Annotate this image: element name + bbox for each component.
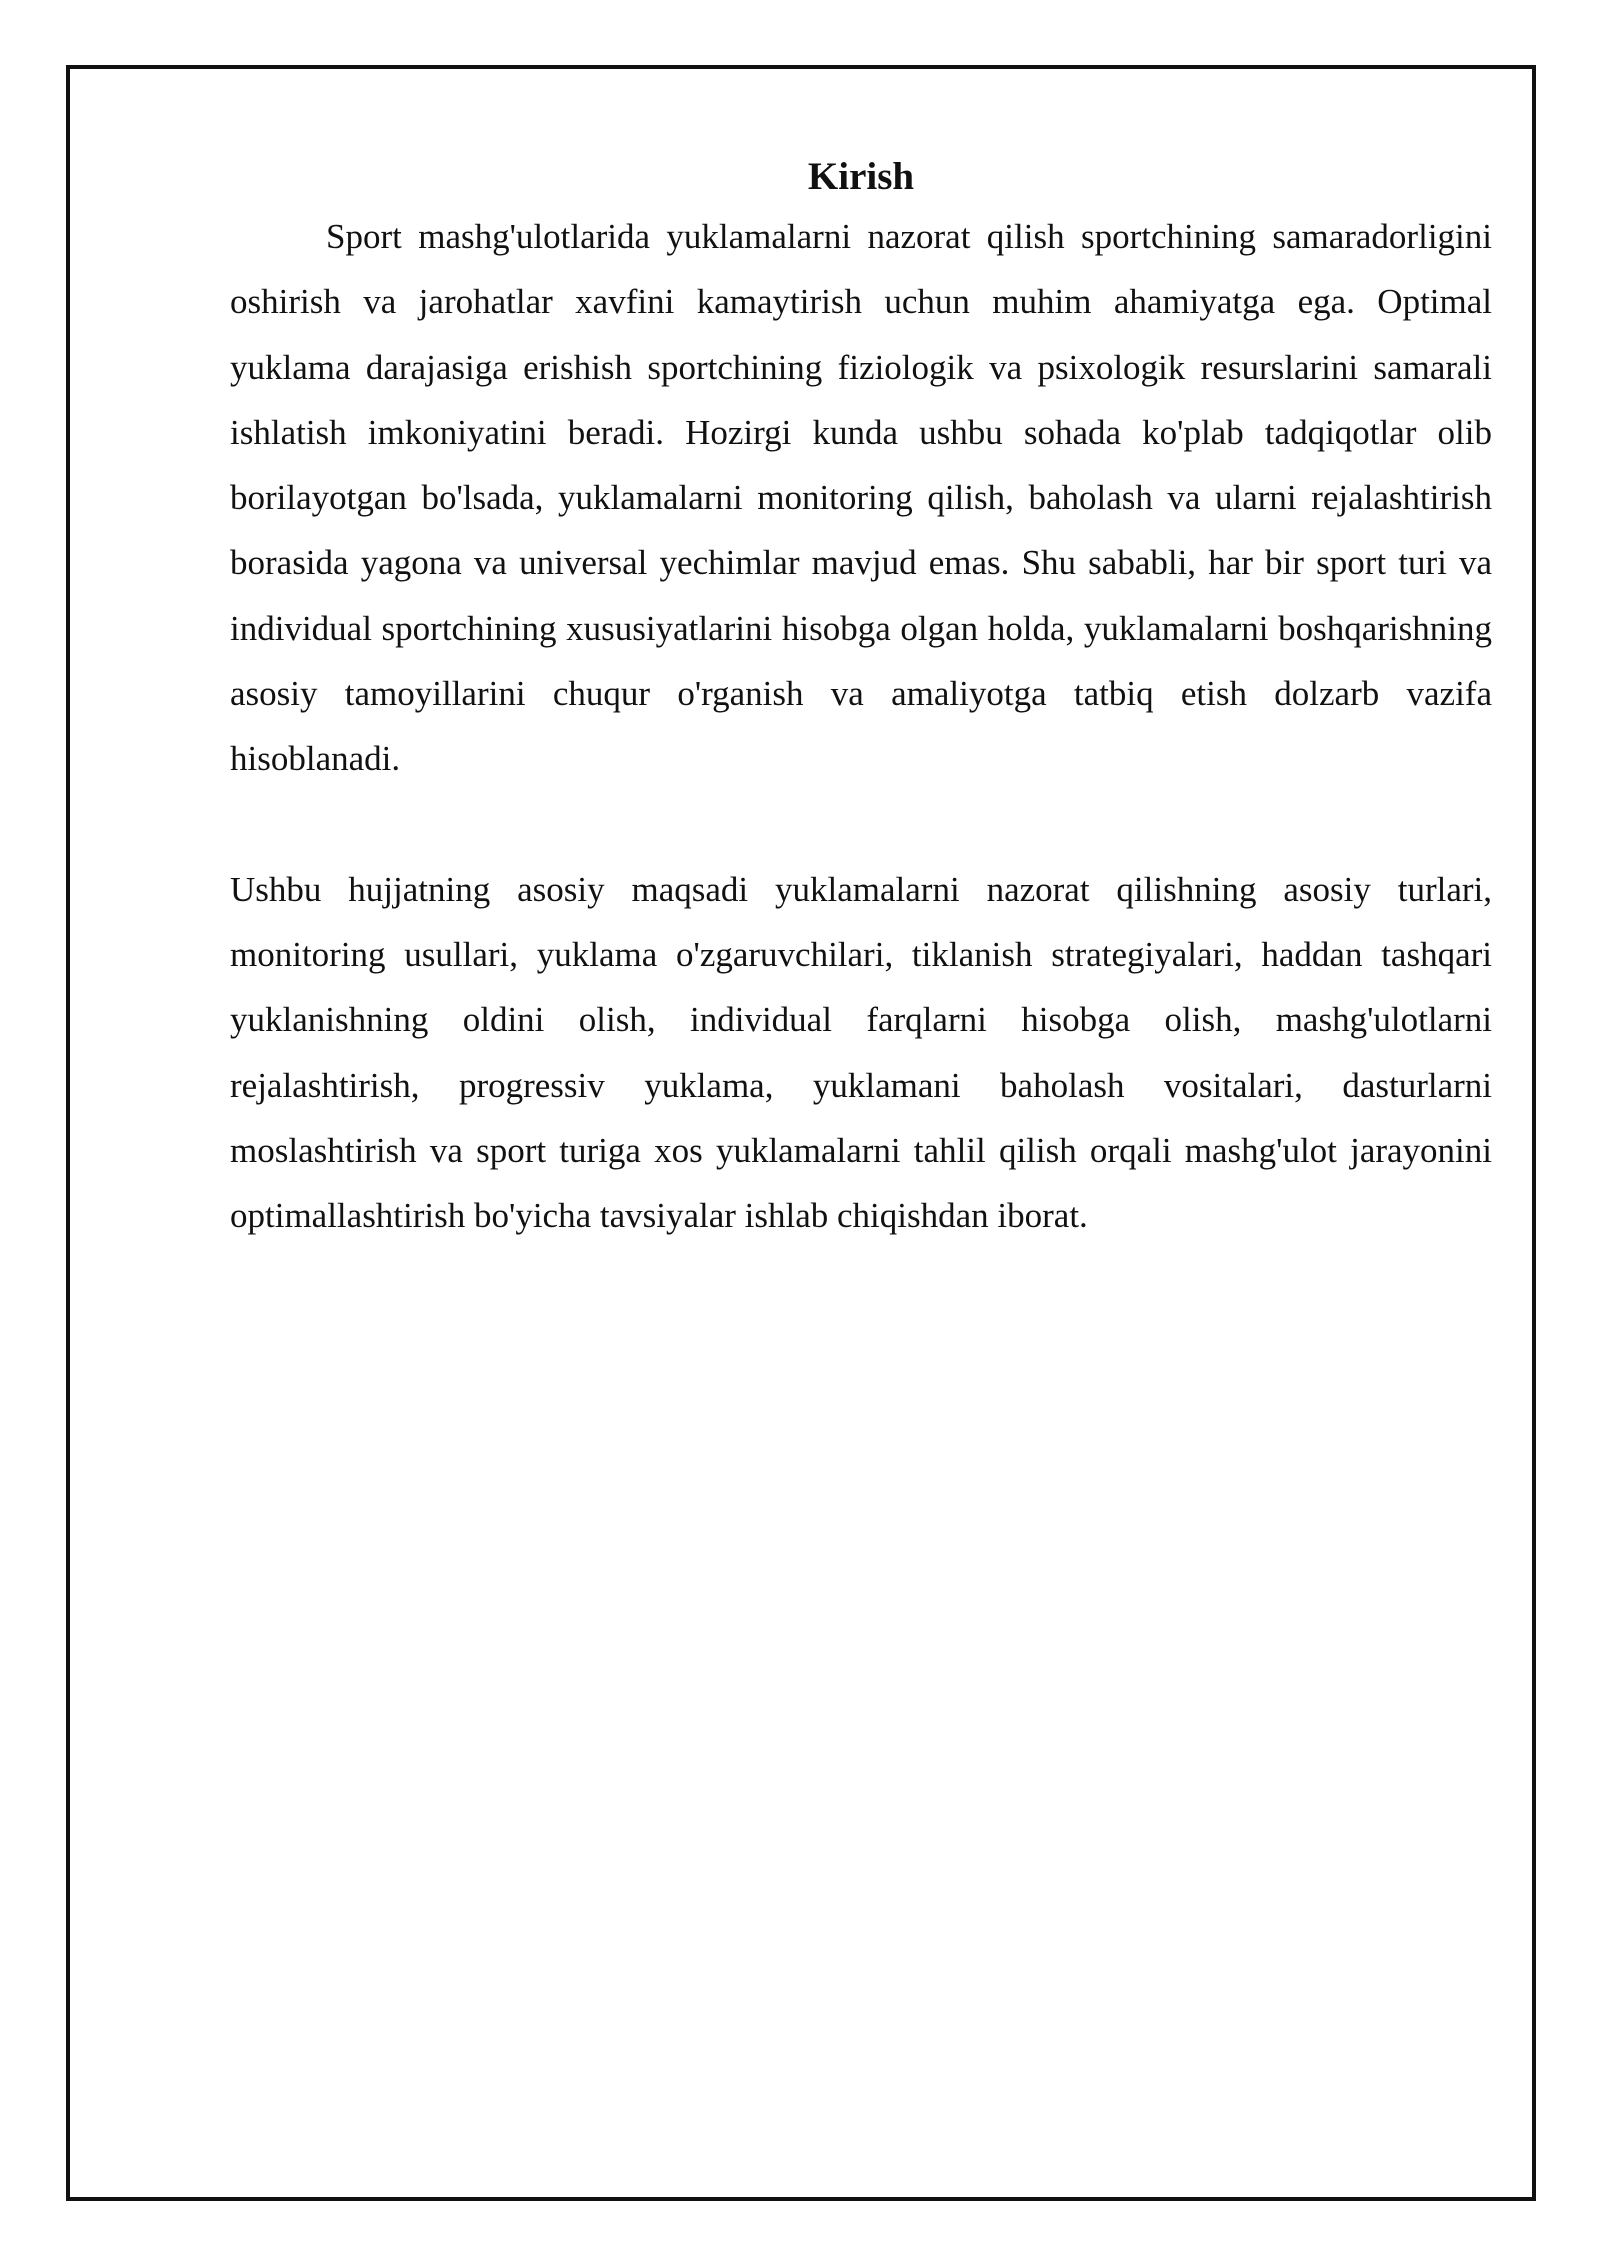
section-title: Kirish	[807, 155, 915, 198]
paragraph-purpose: Ushbu hujjatning asosiy maqsadi yuklamalarni nazorat qilishning asosiy turlari, monitoring usullari, yuklama o'zgaruvchilari, tiklanish strategiyalari, haddan tashqari yuklanishning oldini olish, individual farqlarni hisobga olish, mashg'ulotlarni rejalashtirish, progressiv yuklama, yuklamani baholash vositalari, dasturlarni moslashtirish va sport turiga xos yuklamalarni tahlil qilish orqali mashg'ulot jarayonini optimallashtirish bo'yicha tavsiyalar ishlab chiqishdan iborat.	[230, 869, 1492, 1236]
paragraph-spacer	[230, 792, 1492, 857]
document-body	[230, 150, 1492, 1248]
paragraph-intro: Sport mashg'ulotlarida yuklamalarni nazorat qilish sportchining samaradorligini oshirish va jarohatlar xavfini kamaytirish uchun muhim ahamiyatga ega. Optimal yuklama darajasiga erishish sportchining fiziologik va psixologik resurslarini samarali ishlatish imkoniyatini beradi. Hozirgi kunda ushbu sohada ko'plab tadqiqotlar olib borilayotgan bo'lsada, yuklamalarni monitoring qilish, baholash va ularni rejalashtirish borasida yagona va universal yechimlar mavjud emas. Shu sababli, har bir sport turi va individual sportchining xususiyatlarini hisobga olgan holda, yuklamalarni boshqarishning asosiy tamoyillarini chuqur o'rganish va amaliyotga tatbiq etish dolzarb vazifa hisoblanadi.	[230, 217, 1492, 779]
